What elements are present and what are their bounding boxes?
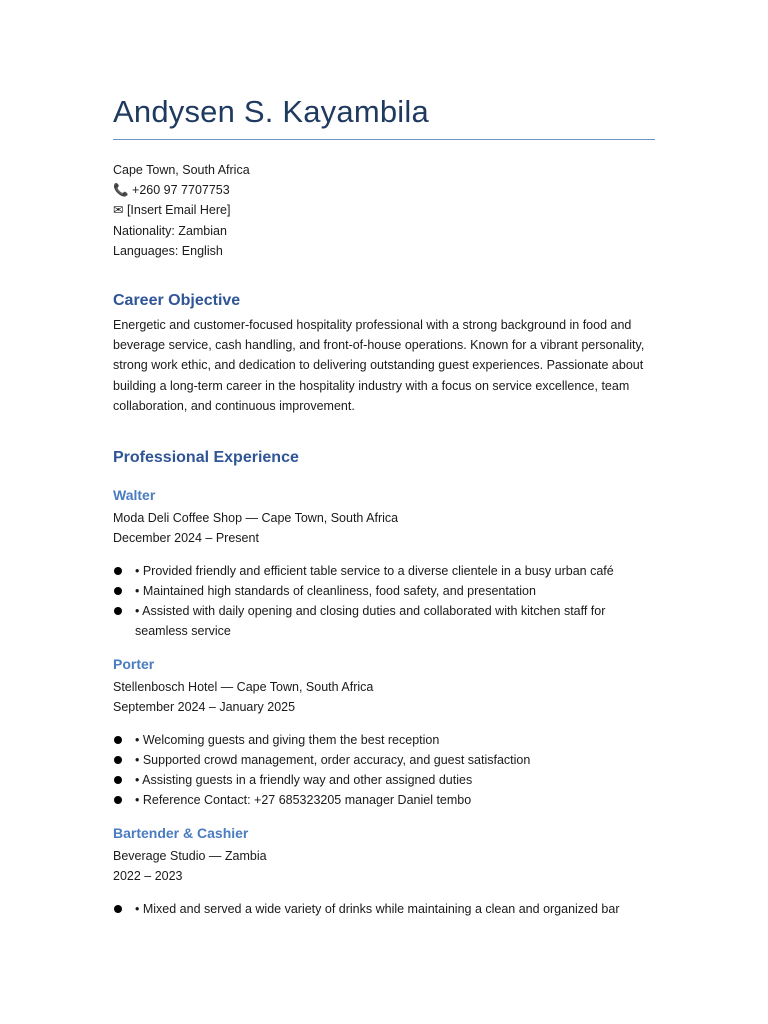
bullet-text: • Mixed and served a wide variety of drinks while maintaining a clean and organized bar bbox=[135, 902, 620, 916]
job-title: Bartender & Cashier bbox=[113, 825, 249, 841]
job-meta bbox=[113, 846, 267, 886]
job-company: Moda Deli Coffee Shop — Cape Town, South Africa bbox=[113, 511, 399, 525]
contact-email: ✉ [Insert Email Here] bbox=[113, 203, 231, 218]
list-item bbox=[113, 561, 655, 581]
bullet-icon bbox=[114, 776, 122, 784]
bullet-text: • Maintained high standards of cleanliness, food safety, and presentation bbox=[135, 584, 536, 598]
list-item bbox=[113, 750, 655, 770]
job-title: Porter bbox=[113, 656, 155, 672]
bullet-text: • Provided friendly and efficient table service to a diverse clientele in a busy urban café bbox=[135, 564, 614, 578]
bullet-icon bbox=[114, 567, 122, 575]
list-item bbox=[113, 899, 655, 919]
list-item bbox=[113, 790, 655, 810]
job-bullets bbox=[113, 899, 655, 919]
professional-experience-heading: Professional Experience bbox=[113, 449, 299, 466]
bullet-text: • Assisted with daily opening and closing duties and collaborated with kitchen staff for seamless service bbox=[135, 604, 606, 638]
bullet-text: • Welcoming guests and giving them the best reception bbox=[135, 733, 440, 747]
bullet-icon bbox=[114, 796, 122, 804]
job-dates: December 2024 – Present bbox=[113, 531, 259, 545]
bullet-text: • Assisting guests in a friendly way and other assigned duties bbox=[135, 773, 473, 787]
bullet-icon bbox=[114, 587, 122, 595]
contact-languages: Languages: English bbox=[113, 243, 223, 258]
contact-nationality: Nationality: Zambian bbox=[113, 223, 227, 238]
list-item bbox=[113, 581, 655, 601]
job-company: Beverage Studio — Zambia bbox=[113, 849, 267, 863]
header-divider bbox=[113, 139, 655, 140]
bullet-icon bbox=[114, 905, 122, 913]
job-company: Stellenbosch Hotel — Cape Town, South Africa bbox=[113, 680, 374, 694]
contact-phone: 📞 +260 97 7707753 bbox=[113, 183, 230, 198]
job-meta bbox=[113, 677, 373, 717]
bullet-icon bbox=[114, 607, 122, 615]
list-item bbox=[113, 730, 655, 750]
bullet-icon bbox=[114, 736, 122, 744]
job-bullets bbox=[113, 730, 655, 810]
contact-location: Cape Town, South Africa bbox=[113, 163, 250, 177]
bullet-icon bbox=[114, 756, 122, 764]
list-item bbox=[113, 770, 655, 790]
job-bullets bbox=[113, 561, 655, 641]
bullet-text: • Reference Contact: +27 685323205 manager Daniel tembo bbox=[135, 793, 472, 807]
job-meta bbox=[113, 508, 398, 548]
job-dates: 2022 – 2023 bbox=[113, 869, 183, 883]
list-item bbox=[113, 601, 655, 641]
contact-block bbox=[113, 160, 250, 261]
career-objective-text: Energetic and customer-focused hospitality professional with a strong background in food and beverage service, cash handling, and front-of-house operations. Known for a vibrant personality, strong work ethic, and dedication to delivering outstanding guest experiences. Passionate about building a long-term career in the hospitality industry with a focus on service excellence, team collaboration, and continuous improvement. bbox=[113, 318, 645, 413]
candidate-name: Andysen S. Kayambila bbox=[113, 94, 429, 129]
job-dates: September 2024 – January 2025 bbox=[113, 700, 296, 714]
bullet-text: • Supported crowd management, order accuracy, and guest satisfaction bbox=[135, 753, 531, 767]
career-objective-heading: Career Objective bbox=[113, 292, 241, 309]
job-title: Walter bbox=[113, 487, 156, 503]
